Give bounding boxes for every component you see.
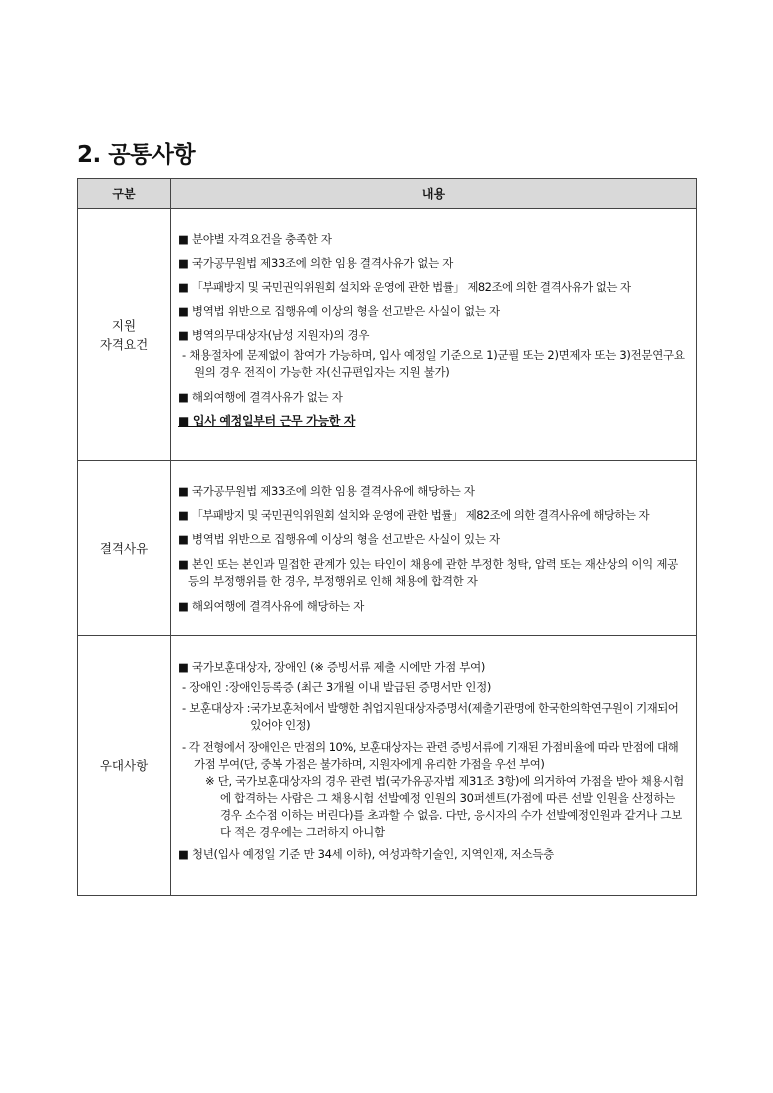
table-row bbox=[78, 209, 697, 461]
category-label: 자격요건 bbox=[99, 336, 149, 352]
category-cell bbox=[78, 461, 171, 636]
header-category: 구분 bbox=[78, 179, 171, 209]
list-item: ■ 청년(입사 예정일 기준 만 34세 이하), 여성과학기술인, 지역인재, 저소득층 bbox=[178, 847, 554, 861]
table-header-row bbox=[78, 179, 697, 209]
item-value: 장애인등록증 (최근 3개월 이내 발급된 증명서만 인정) bbox=[228, 680, 492, 694]
item-key: - 보훈대상자 : bbox=[182, 701, 251, 715]
list-item: ■ 병역법 위반으로 집행유예 이상의 형을 선고받은 사실이 있는 자 bbox=[178, 532, 500, 546]
page-title: 2. 공통사항 bbox=[77, 142, 196, 168]
list-item: ■ 국가공무원법 제33조에 의한 임용 결격사유에 해당하는 자 bbox=[178, 484, 475, 498]
list-item-emphasis: ■ 입사 예정일부터 근무 가능한 자 bbox=[178, 414, 356, 428]
list-item: ■ 해외여행에 결격사유에 해당하는 자 bbox=[178, 599, 365, 613]
list-item: ■ 국가보훈대상자, 장애인 (※ 증빙서류 제출 시에만 가점 부여) bbox=[178, 660, 486, 674]
list-item: ■ 국가공무원법 제33조에 의한 임용 결격사유가 없는 자 bbox=[178, 256, 454, 270]
list-item: ■ 해외여행에 결격사유가 없는 자 bbox=[178, 390, 343, 404]
list-item: ■ 분야별 자격요건을 충족한 자 bbox=[178, 232, 332, 246]
list-item: ■ 병역의무대상자(남성 지원자)의 경우 bbox=[178, 328, 370, 342]
common-requirements-table bbox=[77, 178, 697, 896]
list-item: ■ 병역법 위반으로 집행유예 이상의 형을 선고받은 사실이 없는 자 bbox=[178, 304, 500, 318]
list-item: ■ 「부패방지 및 국민권익위원회 설치와 운영에 관한 법률」 제82조에 의한 결격사유에 해당하는 자 bbox=[178, 508, 649, 522]
header-content: 내용 bbox=[171, 179, 697, 209]
list-item bbox=[178, 680, 689, 695]
category-cell bbox=[78, 209, 171, 461]
table-row bbox=[78, 461, 697, 636]
item-key: - 장애인 : bbox=[182, 680, 229, 694]
table-row bbox=[78, 636, 697, 896]
content-cell bbox=[171, 461, 697, 636]
note-item: ※ 단, 국가보훈대상자의 경우 관련 법(국가유공자법 제31조 3항)에 의거하여 가점을 받아 채용시험에 합격하는 사람은 그 채용시험 선발예정 인원의 30퍼센트(가점에 따른 선발 인원을 산정하는 경우 소수점 이하는 버린다)를 초과할 수 없음. 다만, 응시자의 수가 선발예정인원과 같거나 그보다 적은 경우에는 그러하지 아니함 bbox=[205, 774, 684, 839]
content-cell bbox=[171, 209, 697, 461]
content-cell bbox=[171, 636, 697, 896]
item-value: 국가보훈처에서 발행한 취업지원대상자증명서(제출기관명에 한국한의학연구원이 기재되어 있어야 인정) bbox=[250, 701, 679, 732]
category-label: 지원 bbox=[111, 317, 137, 333]
list-item: ■ 본인 또는 본인과 밀접한 관계가 있는 타인이 채용에 관한 부정한 청탁, 압력 또는 재산상의 이익 제공 등의 부정행위를 한 경우, 부정행위로 인해 채용에 합격한 자 bbox=[178, 557, 678, 588]
category-label: 우대사항 bbox=[99, 758, 149, 773]
list-item: - 채용절차에 문제없이 참여가 가능하며, 입사 예정일 기준으로 1)군필 또는 2)면제자 또는 3)전문연구요원의 경우 전직이 가능한 자(신규편입자는 지원 불가) bbox=[182, 348, 685, 379]
list-item: ■ 「부패방지 및 국민권익위원회 설치와 운영에 관한 법률」 제82조에 의한 결격사유가 없는 자 bbox=[178, 280, 631, 294]
list-item bbox=[178, 700, 689, 734]
category-cell bbox=[78, 636, 171, 896]
category-label: 결격사유 bbox=[99, 540, 149, 556]
list-item: - 각 전형에서 장애인은 만점의 10%, 보훈대상자는 관련 증빙서류에 기재된 가점비율에 따라 만점에 대해 가점 부여(단, 중복 가점은 불가하며, 지원자에게 유리한 가점을 우선 부여) bbox=[182, 740, 679, 771]
